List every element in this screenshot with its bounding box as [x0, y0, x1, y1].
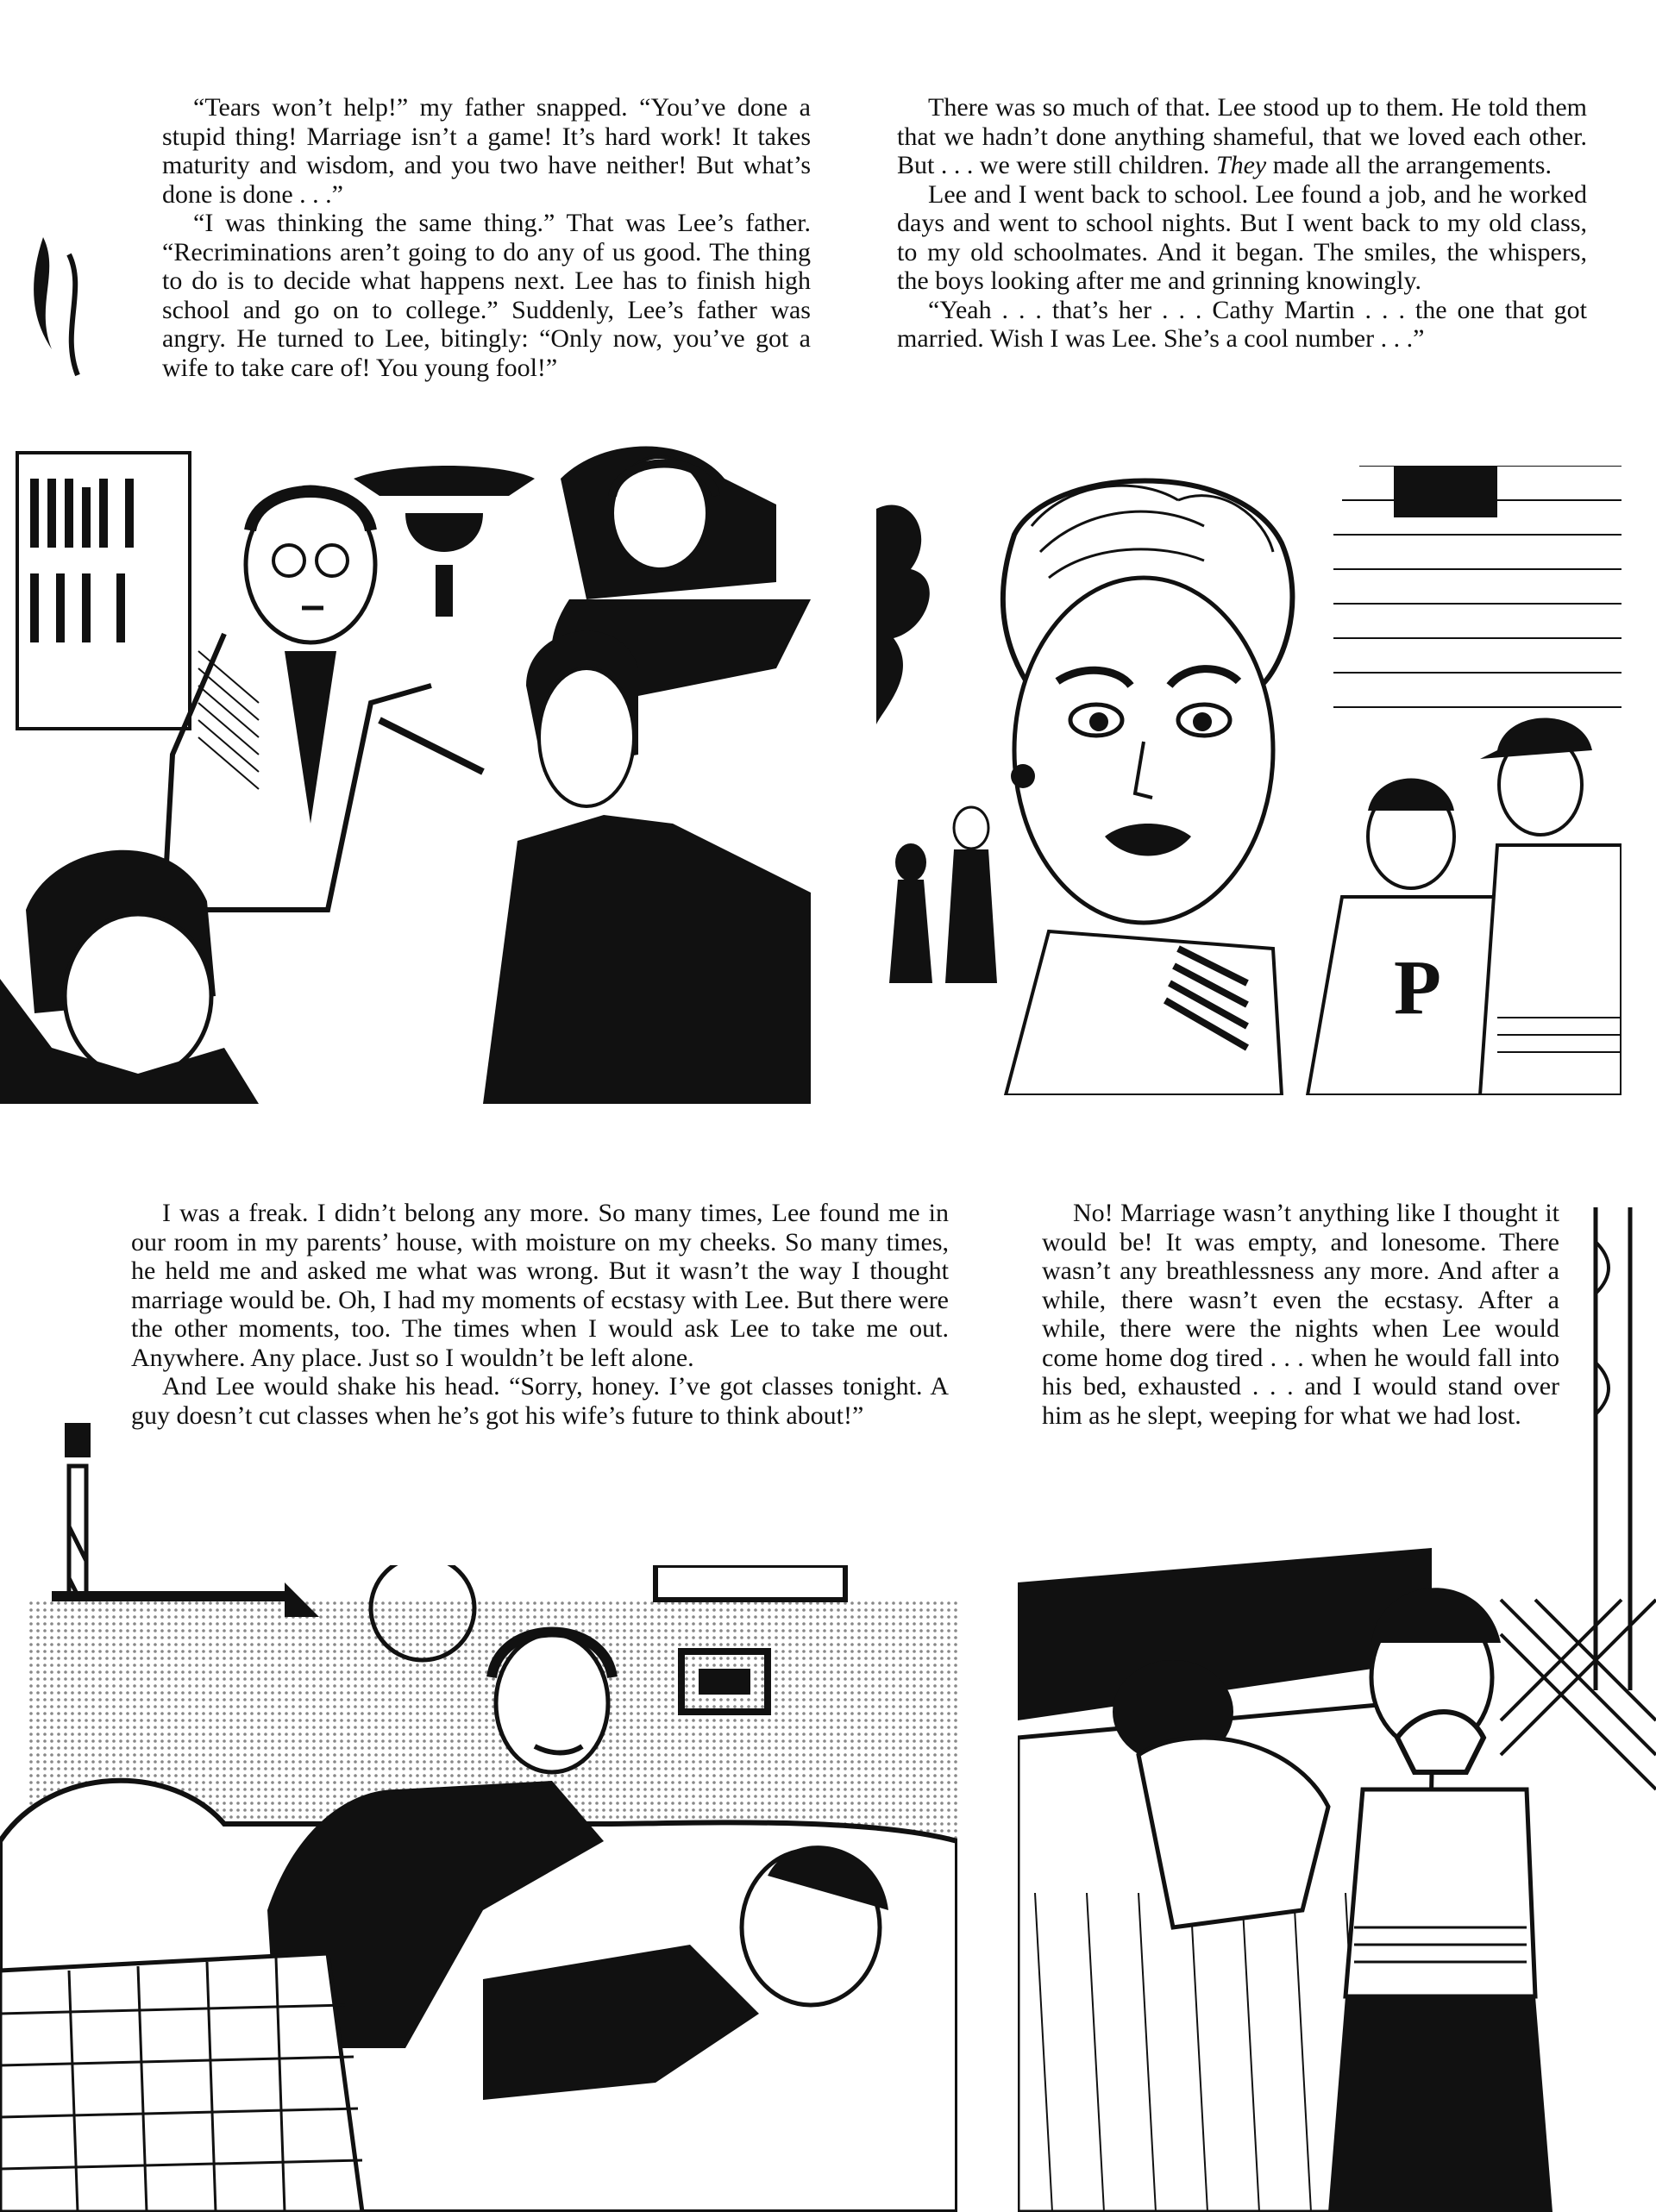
panel-2-text: [897, 93, 1587, 354]
panel-2-paragraph: Lee and I went back to school. Lee found a job, and he worked days and went to school nights. But I went back to my old class, to my old schoolmates. And it began. The smiles, the whispers, the boys looking after me and grinning knowingly.: [897, 179, 1587, 295]
panel-3: [0, 1112, 975, 2212]
panel-2: [828, 0, 1656, 1112]
panel-3-text: [131, 1199, 949, 1430]
sweater-letter: P: [1394, 945, 1441, 1031]
panel-3-paragraph: And Lee would shake his head. “Sorry, honey. I’ve got classes tonight. A guy doesn’t cut classes when he’s got his wife’s future to think about!”: [131, 1372, 949, 1430]
panel-1: [0, 0, 828, 1112]
bedside-weeping-drawing: [1018, 1548, 1656, 2212]
panel-4-text: [1042, 1199, 1559, 1430]
panel-4: [975, 1112, 1656, 2212]
panel-2-emphasis: They: [1215, 151, 1267, 179]
panel-2-paragraph: [897, 93, 1587, 180]
panel-4-paragraph: No! Marriage wasn’t anything like I thought it would be! It was empty, and lonesome. There wasn’t any breathlessness any more. And after a while, there wasn’t even the ecstasy. After a while, there were the nights when Lee would come home dog tired . . . when he would fall into his bed, exhausted . . . and I would stand over him as he slept, weeping for what we had lost.: [1042, 1199, 1559, 1430]
panel-3-illustration: [0, 1565, 957, 2212]
panel-1-illustration: [0, 220, 826, 1104]
panel-2-paragraph-end: made all the arrangements.: [1266, 151, 1552, 179]
family-argument-drawing: [0, 220, 826, 1104]
panel-2-illustration: [876, 466, 1622, 1095]
panel-3-paragraph: I was a freak. I didn’t belong any more. So many times, Lee found me in our room in my parents’ house, with moisture on my cheeks. So many times, he held me and asked me what was wrong. But it wasn’t the way I thought marriage would be. Oh, I had my moments of ecstasy with Lee. But there were the other moments, too. The times when I would ask Lee to take me out. Anywhere. Any place. Just so I wouldn’t be left alone.: [131, 1199, 949, 1372]
panel-1-paragraph: “I was thinking the same thing.” That was Lee’s father. “Recriminations aren’t going to do any of us good. The thing to do is to decide what happens next. Lee has to finish high school and go on to college.” Suddenly, Lee’s father was angry. He turned to Lee, bitingly: “Only now, you’ve got a wife to take care of! You young fool!”: [162, 209, 811, 382]
panel-4-illustration: [1018, 1548, 1656, 2212]
panel-2-paragraph-start: There was so much of that. Lee stood up to them. He told them that we hadn’t done anything shameful, that we loved each other. But . . . we were still children.: [897, 93, 1587, 179]
couch-scene-drawing: [0, 1565, 957, 2212]
panel-2-paragraph: “Yeah . . . that’s her . . . Cathy Martin . . . the one that got married. Wish I was Lee. She’s a cool number . . .”: [897, 295, 1587, 353]
cathy-school-drawing: [876, 466, 1622, 1095]
panel-1-paragraph: “Tears won’t help!” my father snapped. “You’ve done a stupid thing! Marriage isn’t a game! It’s hard work! It takes maturity and wisdom, and you two have neither! But what’s done is done . . .”: [162, 93, 811, 209]
